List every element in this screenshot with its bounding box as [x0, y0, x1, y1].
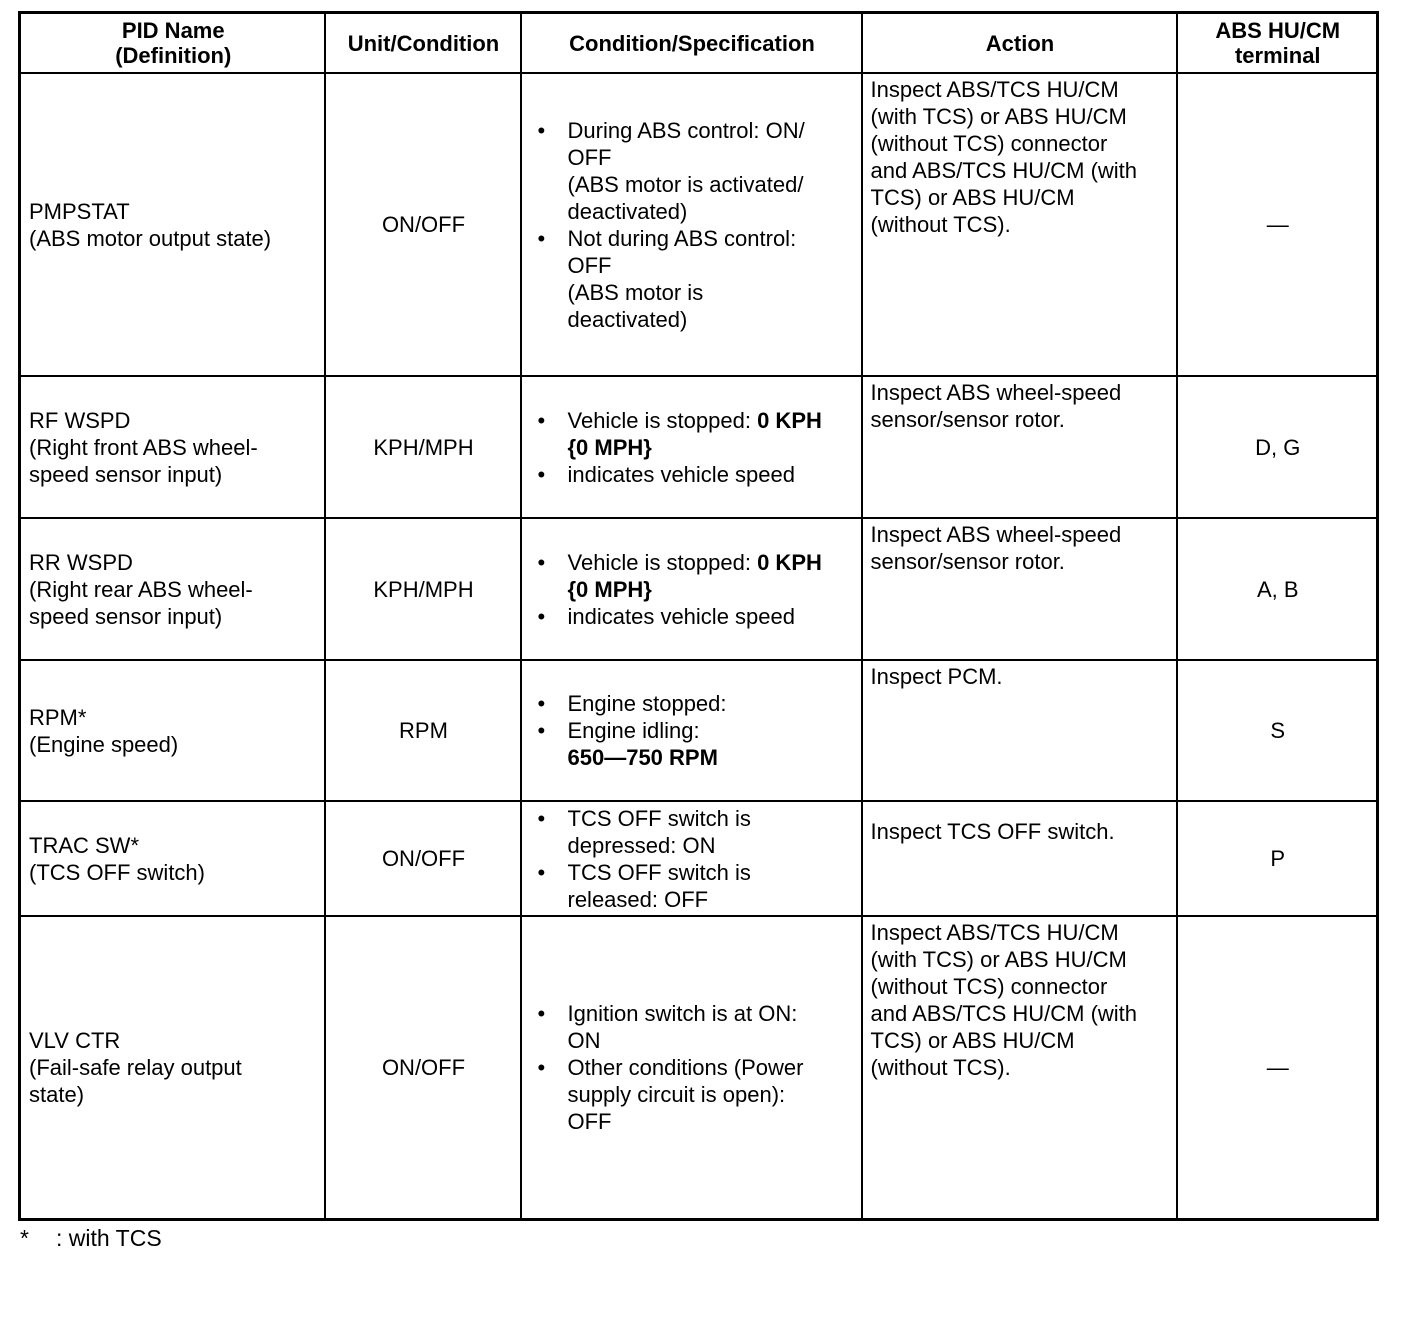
- unit-cell: ON/OFF: [325, 916, 521, 1219]
- spec-item: [568, 549, 855, 603]
- header-pid-name-line2: (Definition): [115, 43, 232, 68]
- header-pid-name-line1: PID Name: [121, 18, 225, 43]
- spec-line: • Ignition switch is at ON:: [567, 1000, 798, 1026]
- header-row: [20, 13, 1378, 74]
- spec-line: OFF: [567, 1108, 612, 1134]
- terminal-cell: S: [1177, 660, 1378, 801]
- unit-cell: ON/OFF: [325, 73, 521, 376]
- pid-name: RPM*: [29, 704, 87, 730]
- action-line: (without TCS).: [870, 1055, 1011, 1080]
- pid-name-cell: [20, 376, 325, 518]
- spec-line: supply circuit is open):: [567, 1081, 786, 1107]
- spec-cell: [521, 376, 862, 518]
- pid-name-cell: [20, 660, 325, 801]
- spec-item: [568, 407, 855, 461]
- spec-list: [536, 1000, 855, 1135]
- pid-table: [18, 11, 1379, 1221]
- header-pid-name: [20, 13, 325, 74]
- action-cell: [862, 518, 1177, 660]
- spec-line: (ABS motor is: [567, 279, 704, 305]
- action-line: (without TCS) connector: [870, 974, 1108, 999]
- pid-definition: (ABS motor output state): [29, 225, 272, 251]
- spec-cell: [521, 660, 862, 801]
- unit-cell: KPH/MPH: [325, 518, 521, 660]
- action-cell: [862, 916, 1177, 1219]
- spec-item: [568, 805, 855, 859]
- spec-line: OFF: [567, 252, 612, 278]
- action-line: Inspect ABS wheel-speed: [870, 380, 1122, 405]
- action-cell: [862, 73, 1177, 376]
- pid-name: PMPSTAT: [29, 198, 130, 224]
- table-row-rr-wspd: [20, 518, 1378, 660]
- spec-list: [536, 117, 855, 333]
- spec-line: deactivated): [567, 306, 688, 332]
- pid-definition-line: (Right front ABS wheel-: [29, 434, 258, 460]
- action-line: (with TCS) or ABS HU/CM: [870, 104, 1127, 129]
- action-line: (with TCS) or ABS HU/CM: [870, 947, 1127, 972]
- action-cell: Inspect TCS OFF switch.: [862, 801, 1177, 916]
- header-terminal: [1177, 13, 1378, 74]
- spec-line: (ABS motor is activated/: [567, 171, 804, 197]
- terminal-cell: —: [1177, 73, 1378, 376]
- spec-line: • During ABS control: ON/: [567, 117, 805, 143]
- spec-line: • Not during ABS control:: [567, 225, 797, 251]
- pid-name-cell: [20, 518, 325, 660]
- action-line: (without TCS).: [870, 212, 1011, 237]
- spec-line: • TCS OFF switch is: [567, 859, 751, 885]
- action-line: sensor/sensor rotor.: [870, 407, 1065, 432]
- table-row-pmpstat: [20, 73, 1378, 376]
- action-line: Inspect ABS/TCS HU/CM: [870, 920, 1119, 945]
- action-line: Inspect ABS/TCS HU/CM: [870, 77, 1119, 102]
- pid-definition-line: (Right rear ABS wheel-: [29, 576, 253, 602]
- spec-list: [536, 549, 855, 630]
- spec-text: Vehicle is stopped:: [567, 407, 758, 433]
- spec-list: [536, 690, 855, 771]
- action-line: Inspect ABS wheel-speed: [870, 522, 1122, 547]
- spec-bold-value: {0 MPH}: [567, 576, 652, 602]
- spec-item: [568, 1000, 855, 1054]
- terminal-cell: D, G: [1177, 376, 1378, 518]
- spec-item: • Engine stopped:: [568, 690, 855, 717]
- spec-item: [568, 117, 855, 225]
- header-terminal-line2: terminal: [1234, 43, 1321, 68]
- spec-bold-value: 0 KPH: [757, 407, 822, 433]
- pid-name: VLV CTR: [29, 1027, 121, 1053]
- action-line: TCS) or ABS HU/CM: [870, 185, 1075, 210]
- header-terminal-line1: ABS HU/CM: [1215, 18, 1341, 43]
- table-row-trac-sw: [20, 801, 1378, 916]
- pid-definition-line: speed sensor input): [29, 603, 223, 629]
- spec-item: [568, 859, 855, 913]
- pid-definition: (TCS OFF switch): [29, 859, 205, 885]
- footnote-text: : with TCS: [56, 1225, 162, 1251]
- pid-name-cell: [20, 916, 325, 1219]
- terminal-cell: A, B: [1177, 518, 1378, 660]
- pid-definition-line: state): [29, 1081, 85, 1107]
- pid-definition-line: (Fail-safe relay output: [29, 1054, 242, 1080]
- spec-cell: [521, 916, 862, 1219]
- pid-name-cell: [20, 73, 325, 376]
- action-cell: [862, 376, 1177, 518]
- unit-cell: RPM: [325, 660, 521, 801]
- spec-bold-value: {0 MPH}: [567, 434, 652, 460]
- action-line: TCS) or ABS HU/CM: [870, 1028, 1075, 1053]
- unit-cell: KPH/MPH: [325, 376, 521, 518]
- spec-item: • indicates vehicle speed: [568, 461, 855, 488]
- spec-line: OFF: [567, 144, 612, 170]
- spec-line: • TCS OFF switch is: [567, 805, 751, 831]
- footnote: [20, 1224, 162, 1252]
- pid-definition: (Engine speed): [29, 731, 179, 757]
- spec-cell: [521, 518, 862, 660]
- action-line: (without TCS) connector: [870, 131, 1108, 156]
- action-line: and ABS/TCS HU/CM (with: [870, 158, 1138, 183]
- table-row-rf-wspd: [20, 376, 1378, 518]
- spec-line: • Other conditions (Power: [567, 1054, 804, 1080]
- spec-list: [536, 805, 855, 913]
- header-unit: Unit/Condition: [325, 13, 521, 74]
- spec-item: • indicates vehicle speed: [568, 603, 855, 630]
- spec-item: [568, 225, 855, 333]
- terminal-cell: —: [1177, 916, 1378, 1219]
- pid-name-cell: [20, 801, 325, 916]
- spec-bold-value: 650—750 RPM: [567, 745, 718, 770]
- spec-list: [536, 407, 855, 488]
- spec-bold-value: 0 KPH: [757, 549, 822, 575]
- spec-item: [568, 717, 855, 771]
- spec-text: Vehicle is stopped:: [567, 549, 758, 575]
- spec-line: deactivated): [567, 198, 688, 224]
- terminal-cell: P: [1177, 801, 1378, 916]
- header-action: Action: [862, 13, 1177, 74]
- table-row-vlv-ctr: [20, 916, 1378, 1219]
- action-line: sensor/sensor rotor.: [870, 549, 1065, 574]
- header-spec: Condition/Specification: [521, 13, 862, 74]
- footnote-mark: *: [20, 1225, 29, 1251]
- table-row-rpm: [20, 660, 1378, 801]
- spec-text: • Engine idling:: [567, 718, 700, 743]
- unit-cell: ON/OFF: [325, 801, 521, 916]
- spec-cell: [521, 73, 862, 376]
- spec-line: depressed: ON: [567, 832, 716, 858]
- spec-cell: [521, 801, 862, 916]
- pid-name: RR WSPD: [29, 549, 133, 575]
- action-cell: Inspect PCM.: [862, 660, 1177, 801]
- action-line: and ABS/TCS HU/CM (with: [870, 1001, 1138, 1026]
- pid-name: TRAC SW*: [29, 832, 139, 858]
- spec-line: released: OFF: [567, 886, 709, 912]
- pid-name: RF WSPD: [29, 407, 131, 433]
- spec-item: [568, 1054, 855, 1135]
- pid-definition-line: speed sensor input): [29, 461, 223, 487]
- spec-line: ON: [567, 1027, 601, 1053]
